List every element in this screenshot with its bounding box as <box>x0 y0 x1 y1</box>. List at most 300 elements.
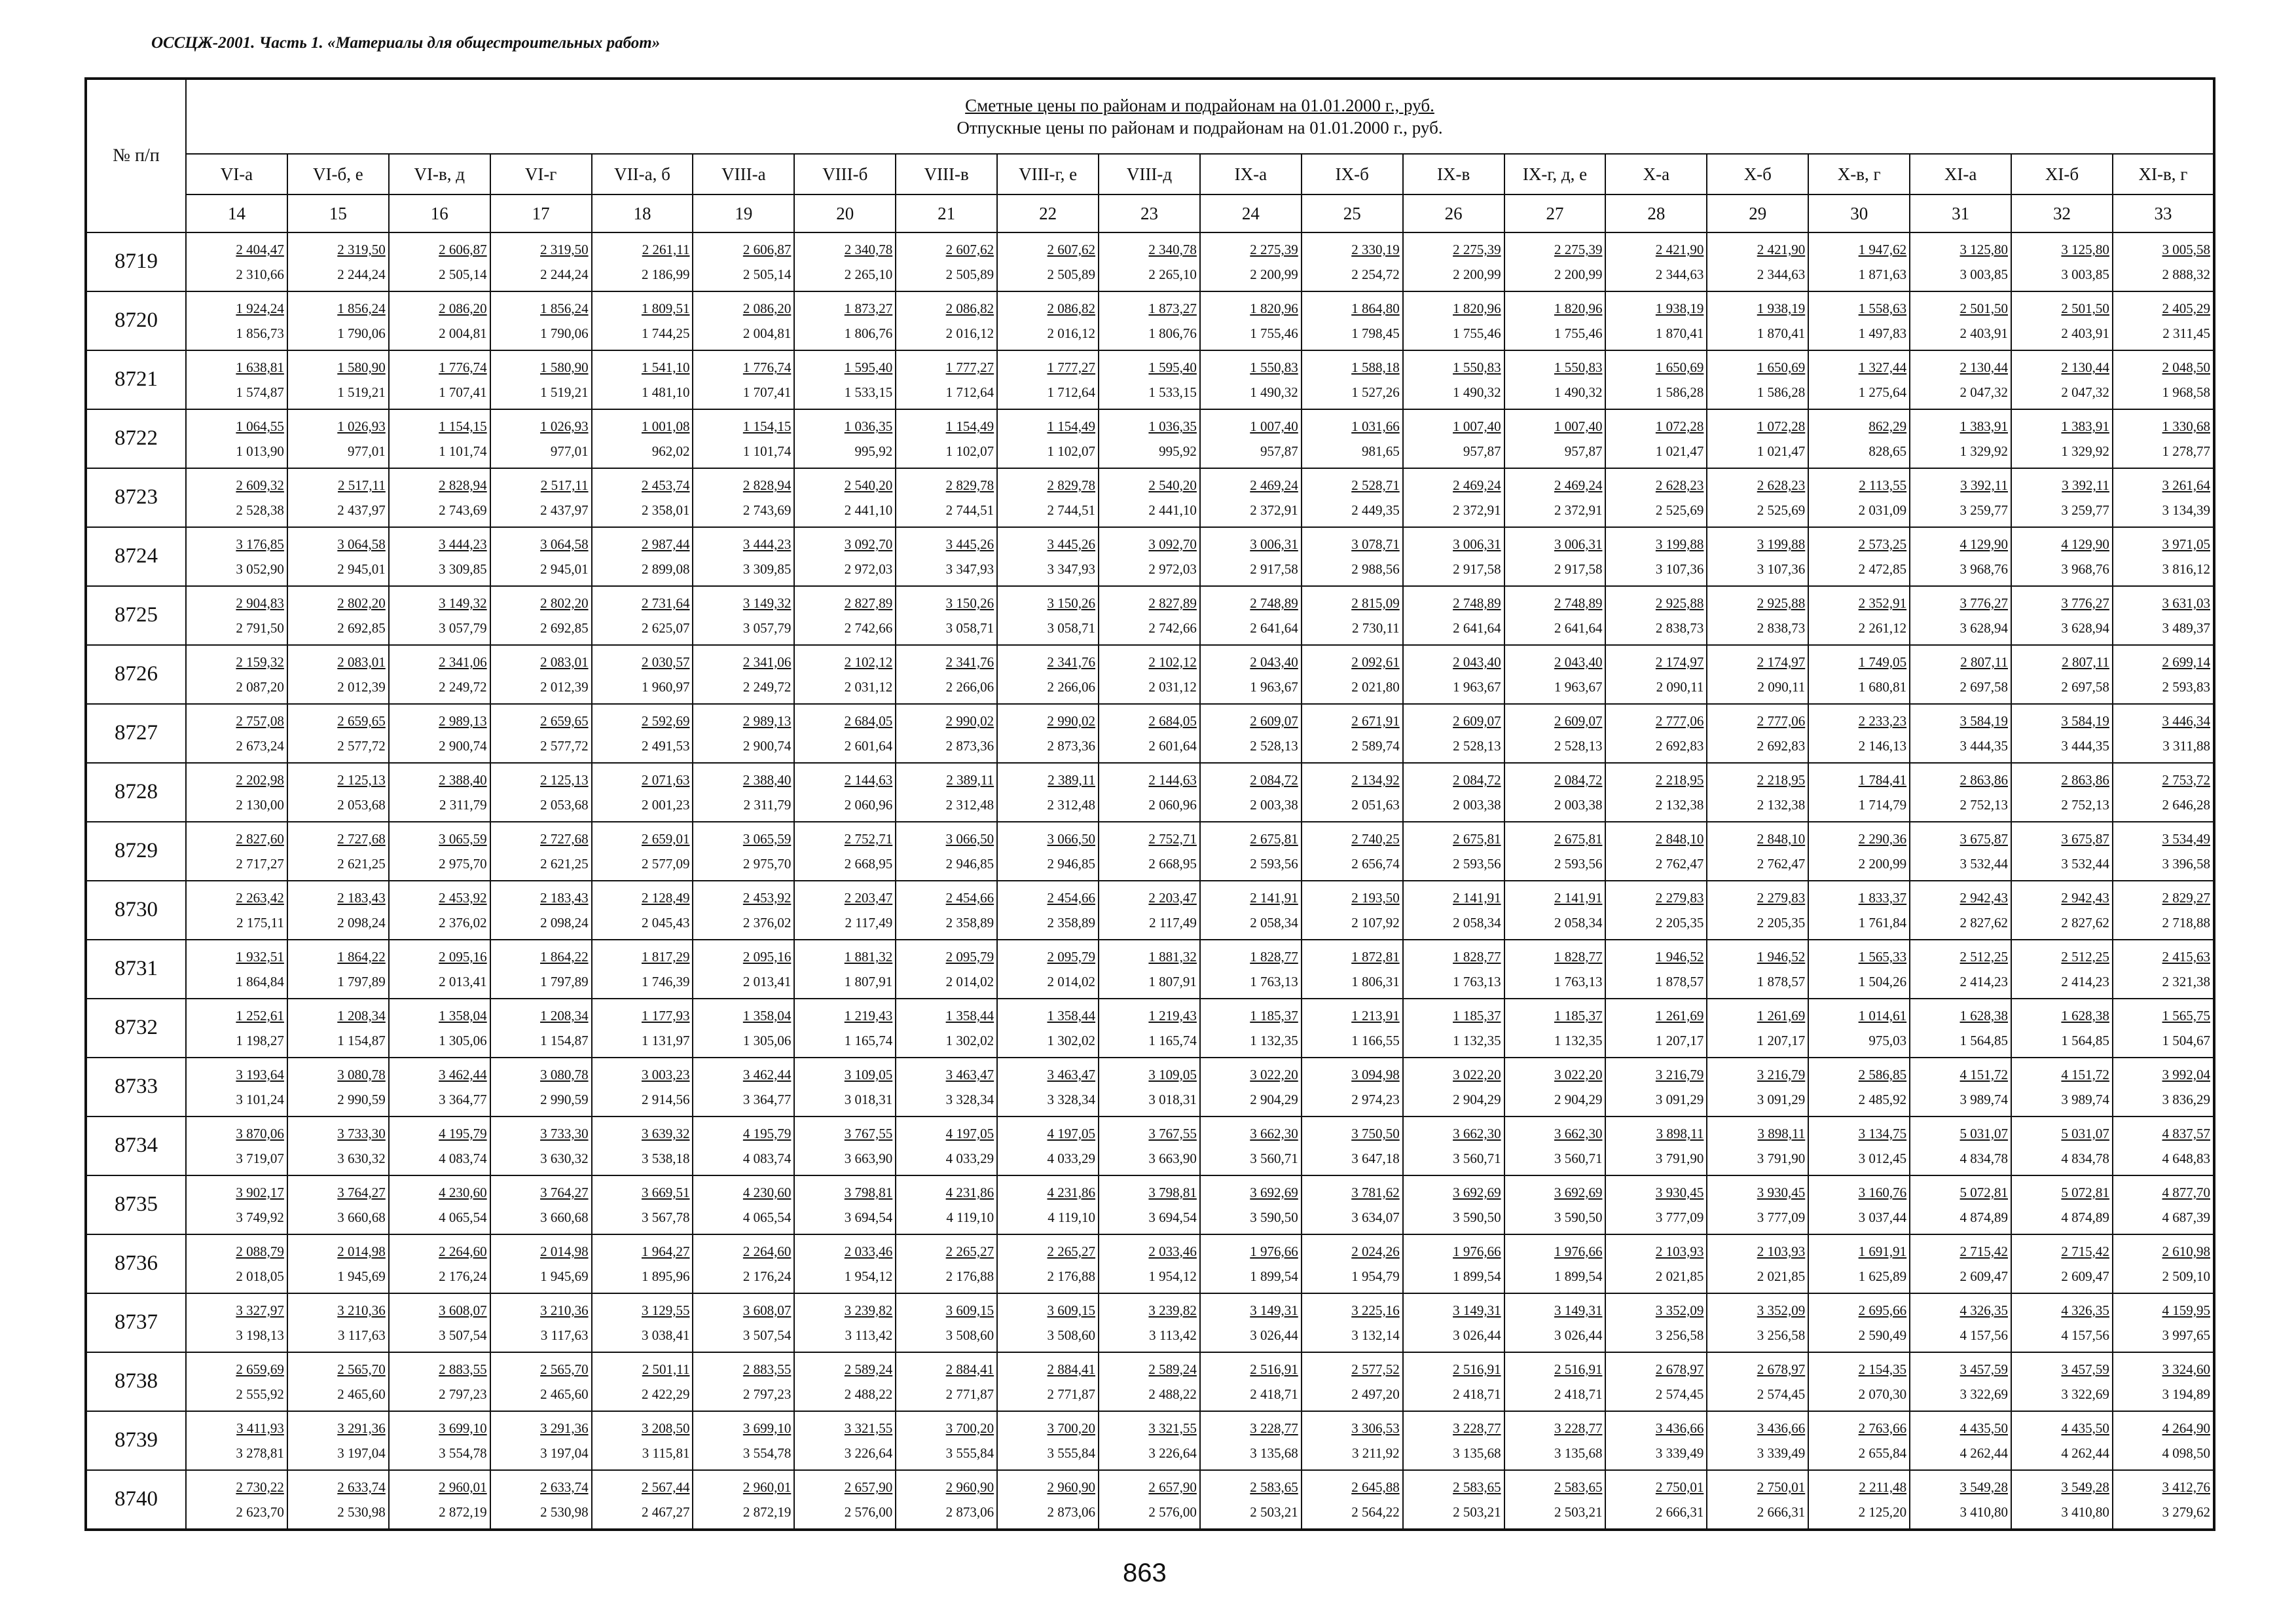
release-price: 1 761,84 <box>1858 914 1907 931</box>
price-cell <box>592 1234 693 1293</box>
release-price: 1 807,91 <box>1148 973 1197 989</box>
price-cell <box>1707 1293 1808 1352</box>
material-code: 8735 <box>86 1175 186 1234</box>
release-price: 3 507,54 <box>742 1327 792 1343</box>
release-price: 2 525,69 <box>1655 502 1704 518</box>
estimate-price: 2 678,97 <box>1655 1361 1704 1377</box>
price-cell <box>693 586 794 645</box>
estimate-price: 2 453,92 <box>439 889 487 906</box>
price-cell <box>1504 1411 1606 1470</box>
price-cell <box>2113 704 2214 763</box>
estimate-price: 3 902,17 <box>236 1184 284 1200</box>
estimate-price: 2 802,20 <box>337 595 386 611</box>
release-price: 2 838,73 <box>1655 619 1704 636</box>
table-row <box>86 1116 2214 1175</box>
release-price: 2 372,91 <box>1250 502 1298 518</box>
estimate-price: 3 662,30 <box>1453 1125 1501 1141</box>
price-cell <box>389 291 490 350</box>
region-header: XI-а <box>1910 154 2011 194</box>
region-header: VII-а, б <box>592 154 693 194</box>
estimate-price: 1 809,51 <box>641 300 690 316</box>
price-cell <box>2011 350 2113 409</box>
release-price: 2 403,91 <box>1959 325 2009 341</box>
price-cell <box>1403 468 1504 527</box>
release-price: 1 013,90 <box>236 443 284 459</box>
release-price: 2 577,09 <box>641 855 690 872</box>
release-price: 4 119,10 <box>1048 1209 1096 1225</box>
release-price: 1 132,35 <box>1453 1032 1501 1048</box>
release-price: 1 519,21 <box>540 384 589 400</box>
release-price: 1 763,13 <box>1453 973 1501 989</box>
price-cell <box>2011 1058 2113 1116</box>
price-cell <box>1605 1234 1707 1293</box>
release-price: 1 945,69 <box>540 1268 589 1284</box>
price-cell <box>186 586 287 645</box>
estimate-price: 3 109,05 <box>844 1066 893 1082</box>
estimate-price: 2 659,65 <box>337 712 386 729</box>
price-cell <box>1200 1175 1302 1234</box>
price-cell <box>592 704 693 763</box>
estimate-price: 2 960,90 <box>945 1479 994 1495</box>
estimate-price: 3 692,69 <box>1250 1184 1298 1200</box>
estimate-price: 1 650,69 <box>1655 359 1704 375</box>
release-price: 2 530,98 <box>540 1504 589 1520</box>
estimate-price: 4 231,86 <box>945 1184 994 1200</box>
release-price: 2 376,02 <box>742 914 792 931</box>
estimate-price: 2 517,11 <box>540 477 589 493</box>
estimate-price: 2 657,90 <box>1148 1479 1197 1495</box>
estimate-price: 1 261,69 <box>1655 1007 1704 1024</box>
estimate-price: 2 086,82 <box>945 300 994 316</box>
price-cell <box>287 527 389 586</box>
price-cell <box>186 704 287 763</box>
estimate-price: 2 815,09 <box>1351 595 1400 611</box>
price-cell <box>1403 645 1504 704</box>
release-price: 2 743,69 <box>439 502 487 518</box>
estimate-price: 4 195,79 <box>742 1125 792 1141</box>
release-price: 2 146,13 <box>1858 737 1907 754</box>
release-price: 2 528,38 <box>236 502 284 518</box>
release-price: 3 107,36 <box>1655 561 1704 577</box>
estimate-price: 3 764,27 <box>337 1184 386 1200</box>
estimate-price: 3 750,50 <box>1351 1125 1400 1141</box>
price-cell <box>1302 291 1403 350</box>
table-row <box>86 1352 2214 1411</box>
price-cell <box>186 940 287 999</box>
release-price: 2 014,02 <box>1047 973 1096 989</box>
document-header: ОССЦЖ-2001. Часть 1. «Материалы для общестроительных работ» <box>151 34 661 52</box>
estimate-price: 2 264,60 <box>742 1243 792 1259</box>
estimate-price: 3 700,20 <box>1047 1420 1096 1436</box>
estimate-price: 1 550,83 <box>1453 359 1501 375</box>
release-price: 2 872,19 <box>742 1504 792 1520</box>
table-row <box>86 586 2214 645</box>
release-price: 3 026,44 <box>1554 1327 1603 1343</box>
estimate-price: 3 445,26 <box>945 536 994 552</box>
release-price: 3 347,93 <box>945 561 994 577</box>
estimate-price: 2 095,79 <box>945 948 994 965</box>
estimate-price: 2 565,70 <box>337 1361 386 1377</box>
estimate-price: 4 197,05 <box>945 1125 994 1141</box>
price-cell <box>1707 704 1808 763</box>
release-price: 1 481,10 <box>641 384 690 400</box>
column-number: 20 <box>794 194 896 232</box>
release-price: 2 132,38 <box>1655 796 1704 813</box>
price-cell <box>1910 704 2011 763</box>
price-cell <box>1504 409 1606 468</box>
estimate-price: 3 463,47 <box>1047 1066 1096 1082</box>
material-code: 8727 <box>86 704 186 763</box>
estimate-price: 2 014,98 <box>337 1243 386 1259</box>
estimate-price: 2 583,65 <box>1453 1479 1501 1495</box>
price-cell <box>1707 999 1808 1058</box>
release-price: 2 031,12 <box>1148 678 1197 695</box>
estimate-price: 2 454,66 <box>1047 889 1096 906</box>
estimate-price: 3 149,31 <box>1250 1302 1298 1318</box>
release-price: 3 018,31 <box>844 1091 893 1107</box>
release-price: 2 593,56 <box>1453 855 1501 872</box>
release-price: 3 259,77 <box>2061 502 2109 518</box>
price-cell <box>693 527 794 586</box>
estimate-price: 1 947,62 <box>1858 241 1907 257</box>
price-cell <box>287 940 389 999</box>
release-price: 2 014,02 <box>945 973 994 989</box>
release-price: 1 954,12 <box>1148 1268 1197 1284</box>
estimate-price: 1 856,24 <box>337 300 386 316</box>
price-cell <box>1605 350 1707 409</box>
material-code: 8723 <box>86 468 186 527</box>
table-row <box>86 940 2214 999</box>
price-cell <box>2113 1470 2214 1530</box>
price-cell <box>1099 999 1200 1058</box>
price-cell <box>1605 822 1707 881</box>
material-code: 8728 <box>86 763 186 822</box>
estimate-price: 2 960,90 <box>1047 1479 1096 1495</box>
table-row <box>86 468 2214 527</box>
release-price: 3 026,44 <box>1250 1327 1298 1343</box>
estimate-price: 3 445,26 <box>1047 536 1096 552</box>
price-cell <box>896 1234 997 1293</box>
price-cell <box>1302 881 1403 940</box>
release-price: 2 917,58 <box>1453 561 1501 577</box>
table-row <box>86 704 2214 763</box>
release-price: 4 874,89 <box>1959 1209 2009 1225</box>
price-cell <box>693 468 794 527</box>
release-price: 2 589,74 <box>1351 737 1400 754</box>
estimate-price: 2 740,25 <box>1351 830 1400 847</box>
estimate-price: 3 662,30 <box>1250 1125 1298 1141</box>
estimate-price: 3 534,49 <box>2162 830 2210 847</box>
price-cell <box>1099 763 1200 822</box>
price-cell <box>592 468 693 527</box>
estimate-price: 4 877,70 <box>2162 1184 2210 1200</box>
estimate-price: 1 856,24 <box>540 300 589 316</box>
release-price: 3 091,29 <box>1655 1091 1704 1107</box>
estimate-price: 3 150,26 <box>945 595 994 611</box>
estimate-price: 2 750,01 <box>1757 1479 1806 1495</box>
price-cell <box>1200 1293 1302 1352</box>
price-cell <box>997 291 1099 350</box>
price-cell <box>1605 999 1707 1058</box>
price-cell <box>490 1411 592 1470</box>
price-cell <box>1910 1293 2011 1352</box>
estimate-price: 3 022,20 <box>1250 1066 1298 1082</box>
release-price: 2 117,49 <box>845 914 893 931</box>
price-cell <box>2113 1411 2214 1470</box>
release-price: 3 057,79 <box>742 619 792 636</box>
price-cell <box>997 586 1099 645</box>
release-price: 3 560,71 <box>1453 1150 1501 1166</box>
estimate-price: 2 340,78 <box>844 241 893 257</box>
release-price: 2 945,01 <box>540 561 589 577</box>
release-price: 4 083,74 <box>742 1150 792 1166</box>
release-price: 2 310,66 <box>236 266 284 282</box>
estimate-price: 2 757,08 <box>236 712 284 729</box>
price-cell <box>389 409 490 468</box>
release-price: 2 021,85 <box>1655 1268 1704 1284</box>
release-price: 2 265,10 <box>1148 266 1197 282</box>
release-price: 1 132,35 <box>1554 1032 1603 1048</box>
release-price: 2 797,23 <box>742 1386 792 1402</box>
price-cell <box>1200 763 1302 822</box>
price-cell <box>693 1175 794 1234</box>
estimate-price: 5 072,81 <box>1959 1184 2009 1200</box>
release-price: 1 895,96 <box>641 1268 690 1284</box>
estimate-price: 2 125,13 <box>337 771 386 788</box>
estimate-price: 2 203,47 <box>844 889 893 906</box>
price-cell <box>287 1234 389 1293</box>
estimate-price: 2 043,40 <box>1250 654 1298 670</box>
column-number: 19 <box>693 194 794 232</box>
release-price: 2 004,81 <box>742 325 792 341</box>
release-price: 2 771,87 <box>945 1386 994 1402</box>
price-cell <box>1200 1352 1302 1411</box>
estimate-price: 2 279,83 <box>1655 889 1704 906</box>
release-price: 2 718,88 <box>2162 914 2210 931</box>
release-price: 3 339,49 <box>1655 1445 1704 1461</box>
release-price: 1 207,17 <box>1655 1032 1704 1048</box>
price-cell <box>490 999 592 1058</box>
estimate-price: 2 043,40 <box>1453 654 1501 670</box>
estimate-price: 2 883,55 <box>439 1361 487 1377</box>
release-price: 3 091,29 <box>1757 1091 1806 1107</box>
estimate-price: 2 125,13 <box>540 771 589 788</box>
release-price: 3 113,42 <box>845 1327 893 1343</box>
release-price: 3 309,85 <box>742 561 792 577</box>
estimate-price: 2 567,44 <box>641 1479 690 1495</box>
release-price: 2 312,48 <box>945 796 994 813</box>
release-price: 3 135,68 <box>1453 1445 1501 1461</box>
release-price: 3 197,04 <box>540 1445 589 1461</box>
estimate-price: 3 134,75 <box>1858 1125 1907 1141</box>
table-row <box>86 1470 2214 1530</box>
estimate-price: 2 752,71 <box>844 830 893 847</box>
estimate-price: 2 727,68 <box>540 830 589 847</box>
page-number: 863 <box>1123 1559 1167 1587</box>
price-cell <box>2113 1352 2214 1411</box>
price-cell <box>2011 1116 2113 1175</box>
estimate-price: 3 631,03 <box>2162 595 2210 611</box>
estimate-price: 2 279,83 <box>1757 889 1806 906</box>
price-cell <box>1099 940 1200 999</box>
price-cell <box>1099 1352 1200 1411</box>
estimate-price: 2 218,95 <box>1757 771 1806 788</box>
estimate-price: 3 699,10 <box>742 1420 792 1436</box>
estimate-price: 2 528,71 <box>1351 477 1400 493</box>
estimate-price: 3 700,20 <box>945 1420 994 1436</box>
release-price: 2 900,74 <box>439 737 487 754</box>
release-price: 2 975,70 <box>439 855 487 872</box>
price-cell <box>1707 940 1808 999</box>
estimate-price: 3 199,88 <box>1655 536 1704 552</box>
estimate-price: 2 606,87 <box>439 241 487 257</box>
material-code: 8740 <box>86 1470 186 1530</box>
release-price: 3 532,44 <box>2061 855 2109 872</box>
price-cell <box>186 232 287 291</box>
estimate-price: 3 306,53 <box>1351 1420 1400 1436</box>
release-price: 3 508,60 <box>945 1327 994 1343</box>
release-price: 2 503,21 <box>1554 1504 1603 1520</box>
price-cell <box>490 1470 592 1530</box>
price-cell <box>389 704 490 763</box>
estimate-price: 3 776,27 <box>2061 595 2109 611</box>
estimate-price: 3 003,23 <box>641 1066 690 1082</box>
estimate-price: 2 113,55 <box>1859 477 1907 493</box>
estimate-price: 2 750,01 <box>1655 1479 1704 1495</box>
table-row <box>86 527 2214 586</box>
estimate-price: 4 326,35 <box>2061 1302 2109 1318</box>
estimate-price: 2 607,62 <box>1047 241 1096 257</box>
release-price: 2 012,39 <box>540 678 589 695</box>
release-price: 2 058,34 <box>1554 914 1603 931</box>
estimate-price: 3 781,62 <box>1351 1184 1400 1200</box>
estimate-price: 3 006,31 <box>1453 536 1501 552</box>
price-cell <box>1099 645 1200 704</box>
estimate-price: 2 134,92 <box>1351 771 1400 788</box>
price-cell <box>186 291 287 350</box>
release-price: 2 485,92 <box>1858 1091 1907 1107</box>
release-price: 4 157,56 <box>1959 1327 2009 1343</box>
price-cell <box>2011 1175 2113 1234</box>
release-price: 2 467,27 <box>641 1504 690 1520</box>
price-cell <box>2113 1175 2214 1234</box>
estimate-price: 2 141,91 <box>1554 889 1603 906</box>
release-price: 2 441,10 <box>1148 502 1197 518</box>
price-cell <box>1808 1116 1910 1175</box>
release-price: 3 003,85 <box>1959 266 2009 282</box>
estimate-price: 5 031,07 <box>1959 1125 2009 1141</box>
price-cell <box>997 1116 1099 1175</box>
price-cell <box>1099 1411 1200 1470</box>
release-price: 2 449,35 <box>1351 502 1400 518</box>
price-cell <box>1504 527 1606 586</box>
price-cell <box>287 1293 389 1352</box>
price-cell <box>1200 409 1302 468</box>
price-cell <box>1910 940 2011 999</box>
price-cell <box>1910 822 2011 881</box>
price-cell <box>2113 350 2214 409</box>
release-price: 2 623,70 <box>236 1504 284 1520</box>
release-price: 2 505,14 <box>439 266 487 282</box>
release-price: 2 003,38 <box>1554 796 1603 813</box>
column-number: 23 <box>1099 194 1200 232</box>
price-cell <box>592 1470 693 1530</box>
estimate-price: 1 595,40 <box>844 359 893 375</box>
price-cell <box>1808 763 1910 822</box>
estimate-price: 4 195,79 <box>439 1125 487 1141</box>
estimate-price: 2 033,46 <box>1148 1243 1197 1259</box>
price-cell <box>490 704 592 763</box>
price-cell <box>1504 704 1606 763</box>
material-code: 8726 <box>86 645 186 704</box>
price-cell <box>997 232 1099 291</box>
table-row <box>86 763 2214 822</box>
release-price: 2 021,80 <box>1351 678 1400 695</box>
release-price: 1 564,85 <box>1959 1032 2009 1048</box>
release-price: 2 060,96 <box>1148 796 1197 813</box>
price-cell <box>1504 763 1606 822</box>
column-number: 22 <box>997 194 1099 232</box>
price-cell <box>1910 291 2011 350</box>
release-price: 2 593,56 <box>1250 855 1298 872</box>
release-price: 2 358,01 <box>641 502 690 518</box>
release-price: 2 692,85 <box>540 619 589 636</box>
release-price: 1 790,06 <box>337 325 386 341</box>
price-cell <box>2011 586 2113 645</box>
price-cell <box>287 1058 389 1116</box>
estimate-price: 1 007,40 <box>1453 418 1501 434</box>
region-header: VIII-в <box>896 154 997 194</box>
release-price: 4 648,83 <box>2162 1150 2210 1166</box>
release-price: 2 528,13 <box>1250 737 1298 754</box>
region-header: VI-г <box>490 154 592 194</box>
region-header: IX-а <box>1200 154 1302 194</box>
price-cell <box>693 1234 794 1293</box>
estimate-price: 2 275,39 <box>1554 241 1603 257</box>
release-price: 3 749,92 <box>236 1209 284 1225</box>
release-price: 3 590,50 <box>1453 1209 1501 1225</box>
release-price: 3 311,88 <box>2162 737 2210 754</box>
estimate-price: 2 777,06 <box>1757 712 1806 729</box>
price-cell <box>2113 999 2214 1058</box>
region-header: VIII-г, е <box>997 154 1099 194</box>
estimate-price: 1 938,19 <box>1757 300 1806 316</box>
release-price: 3 052,90 <box>236 561 284 577</box>
estimate-price: 4 230,60 <box>742 1184 792 1200</box>
release-price: 1 504,67 <box>2162 1032 2210 1048</box>
estimate-price: 1 219,43 <box>844 1007 893 1024</box>
estimate-price: 1 031,66 <box>1351 418 1400 434</box>
release-price: 2 344,63 <box>1655 266 1704 282</box>
estimate-price: 1 784,41 <box>1858 771 1907 788</box>
column-number: 16 <box>389 194 490 232</box>
price-cell <box>287 586 389 645</box>
release-price: 2 666,31 <box>1757 1504 1806 1520</box>
price-cell <box>896 999 997 1058</box>
release-price: 2 372,91 <box>1554 502 1603 518</box>
price-cell <box>896 1470 997 1530</box>
price-cell <box>1707 1234 1808 1293</box>
estimate-price: 1 828,77 <box>1250 948 1298 965</box>
release-price: 2 914,56 <box>641 1091 690 1107</box>
release-price: 1 963,67 <box>1554 678 1603 695</box>
estimate-price: 3 078,71 <box>1351 536 1400 552</box>
price-cell <box>490 350 592 409</box>
estimate-price: 2 883,55 <box>742 1361 792 1377</box>
release-price: 1 707,41 <box>742 384 792 400</box>
price-cell <box>1504 822 1606 881</box>
estimate-price: 2 388,40 <box>439 771 487 788</box>
